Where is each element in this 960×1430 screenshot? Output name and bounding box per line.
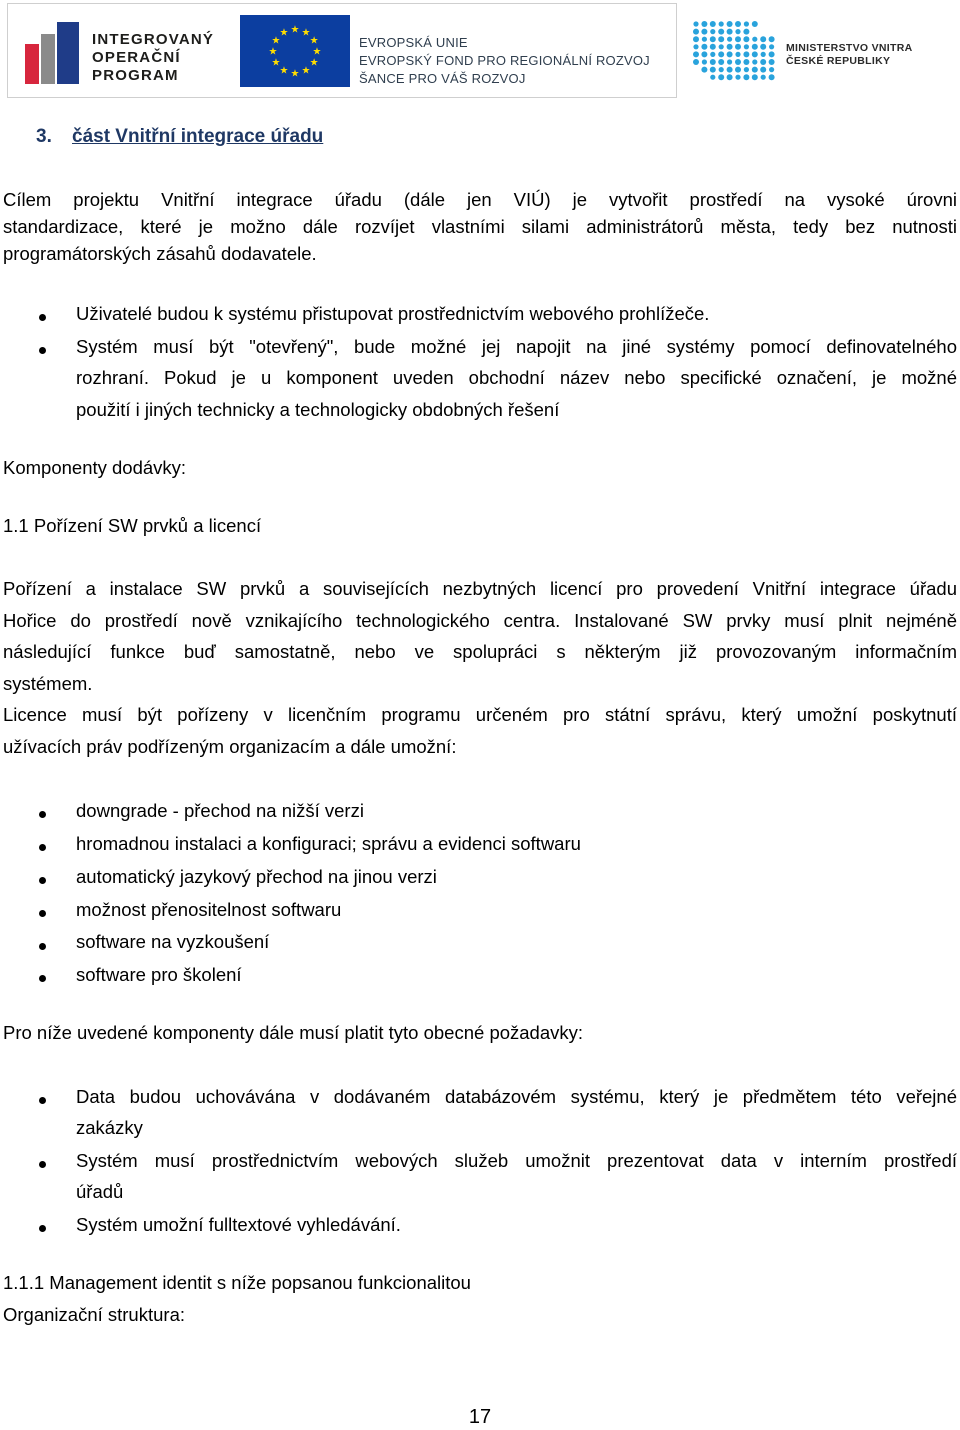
iop-logo [19,14,229,89]
subsection-heading: 1.1 Pořízení SW prvků a licencí [3,515,262,536]
ministry-dot [719,44,724,49]
list-item-continuation: použití i jiných technicky a technologicky obdobných řešení [76,399,560,420]
ministry-dot [744,67,749,72]
eu-flag [240,15,350,87]
ministry-dot [727,74,733,80]
ministry-dot [752,21,758,27]
ministry-dot [735,52,740,57]
ministry-dot [743,74,749,80]
list-item: Systém umožní fulltextové vyhledávání. [76,1214,401,1235]
bullet-icon [39,943,46,950]
ministry-dot [735,29,740,34]
eu-star-icon: ★ [279,27,289,39]
list-item: Data budou uchovávána v dodávaném databázovém systému, který je předmětem této veřejné [76,1086,957,1107]
ministry-dot [701,51,707,57]
list-item: software na vyzkoušení [76,931,270,952]
ministry-dot [735,44,741,50]
eu-star-icon: ★ [290,68,300,80]
list-item: Systém musí být "otevřený", bude možné jej napojit na jiné systémy pomocí definovatelného [76,336,957,357]
ministry-dot [718,51,724,57]
ministry-dot [760,44,766,50]
ministry-dot [735,36,741,42]
ministry-dot [701,21,707,27]
eu-star-icon: ★ [271,35,281,47]
eu-stars-icon [240,15,350,87]
ministry-dot [693,36,699,42]
ministry-dot [710,75,715,80]
ministry-dot [701,44,707,50]
ministry-dot [693,21,698,26]
ministry-dot [769,44,774,49]
ministry-dot [769,59,775,65]
ministry-dot [727,51,733,57]
list-item-continuation: rozhraní. Pokud je u komponent uveden obchodní název nebo specifické označení, je možné [76,367,957,388]
iop-bars-icon [25,20,85,84]
ministry-dot [693,44,698,49]
iop-logo-text: INTEGROVANÝ OPERAČNÍ PROGRAM [92,31,215,84]
intro-line: Cílem projektu Vnitřní integrace úřadu (dále jen VIÚ) je vytvořit prostředí na vysoké úrovni [3,189,957,210]
ministry-dot [735,75,740,80]
bullet-icon [39,1097,46,1104]
ministry-dot [718,74,724,80]
logo-banner [7,3,677,98]
ministry-dot [744,21,749,26]
ministry-dot [735,59,741,65]
ministry-dot [769,67,774,72]
ministry-dot [752,37,757,42]
eu-star-icon: ★ [268,46,278,58]
list-item: software pro školení [76,964,242,985]
ministry-dot [752,51,758,57]
page-number: 17 [468,1406,492,1428]
ministry-dot [701,67,707,73]
ministry-logo [692,20,932,90]
list-item: Systém musí prostřednictvím webových služeb umožnit prezentovat data v interním prostředí [76,1150,957,1171]
ministry-dot [769,51,775,57]
ministry-dot [702,59,707,64]
ministry-dot [744,44,749,49]
section-heading [36,126,323,148]
ministry-dot [761,75,766,80]
list-item-continuation: zakázky [76,1117,143,1138]
ministry-dot [769,36,775,42]
ministry-dot [718,29,724,35]
paragraph-line: Pořízení a instalace SW prvků a souvisejících nezbytných licencí pro provedení Vnitřní integrace úřadu [3,578,957,599]
ministry-dot [752,74,758,80]
eu-logo-text: EVROPSKÁ UNIE EVROPSKÝ FOND PRO REGIONÁLNÍ ROZVOJ ŠANCE PRO VÁŠ ROZVOJ [359,35,650,86]
eu-star-icon: ★ [312,46,322,58]
intro-line: programátorských zásahů dodavatele. [3,243,317,264]
eu-star-icon: ★ [290,24,300,36]
list-item: downgrade - přechod na nižší verzi [76,800,364,821]
subsection-heading: 1.1.1 Management identit s níže popsanou funkcionalitou [3,1272,471,1293]
intro-line: standardizace, které je možno dále rozvíjet vlastními silami administrátorů města, tedy bez nutnosti [3,216,957,237]
list-item: hromadnou instalaci a konfiguraci; správu a evidenci softwaru [76,833,581,854]
paragraph-line: Licence musí být pořízeny v licenčním programu určeném pro státní správu, který umožní poskytnutí [3,704,957,725]
general-requirements-label: Pro níže uvedené komponenty dále musí platit tyto obecné požadavky: [3,1022,584,1043]
paragraph-line: následující funkce buď samostatně, nebo ve spolupráci s některým již provozovaným informačním [3,641,957,662]
eu-star-icon: ★ [271,57,281,69]
paragraph-line: užívacích práv podřízeným organizacím a dále umožní: [3,736,457,757]
ministry-dot [693,29,699,35]
eu-star-icon: ★ [301,27,311,39]
list-item: možnost přenositelnost softwaru [76,899,342,920]
ministry-dot [701,29,707,35]
bullet-icon [39,314,46,321]
bullet-icon [39,975,46,982]
ministry-dot [718,59,724,65]
components-label: Komponenty dodávky: [3,457,187,478]
ministry-dot [760,36,766,42]
bullet-icon [39,811,46,818]
ministry-dot [760,67,766,73]
paragraph-line: systémem. [3,673,93,694]
bullet-icon [39,1225,46,1232]
bullet-icon [39,877,46,884]
ministry-dot [702,37,707,42]
list-item: Uživatelé budou k systému přistupovat prostřednictvím webového prohlížeče. [76,303,710,324]
ministry-dot [752,59,757,64]
bullet-icon [39,844,46,851]
ministry-dot [769,74,775,80]
eu-star-icon: ★ [279,65,289,77]
ministry-dot [743,36,749,42]
list-item-continuation: úřadů [76,1181,124,1202]
ministry-dots-icon [692,20,782,82]
org-structure-label: Organizační struktura: [3,1304,185,1325]
ministry-dot [727,59,732,64]
ministry-dot [743,29,749,35]
ministry-dot [710,29,715,34]
ministry-dot [710,52,715,57]
ministry-dot [752,44,758,50]
ministry-dot [727,44,733,50]
ministry-dot [735,21,741,27]
eu-star-icon: ★ [301,65,311,77]
bullet-icon [39,1161,46,1168]
ministry-dot [727,21,733,27]
ministry-dot [718,36,724,42]
ministry-dot [693,51,699,57]
ministry-dot [760,59,766,65]
section-number: 3. [36,126,52,147]
ministry-dot [727,29,733,35]
ministry-dot [743,51,749,57]
ministry-logo-text: MINISTERSTVO VNITRA ČESKÉ REPUBLIKY [786,42,913,67]
section-title: část Vnitřní integrace úřadu [72,126,324,147]
ministry-dot [743,59,749,65]
bullet-icon [39,347,46,354]
ministry-dot [761,52,766,57]
ministry-dot [710,67,716,73]
paragraph-line: Hořice do prostředí nově vznikajícího technologického centra. Instalované SW prvky musí plnit nejméně [3,610,957,631]
eu-star-icon: ★ [309,57,319,69]
ministry-dot [719,67,724,72]
ministry-dot [719,21,724,26]
eu-star-icon: ★ [309,35,319,47]
bullet-icon [39,910,46,917]
ministry-dot [727,67,733,73]
ministry-dot [735,67,741,73]
ministry-dot [710,59,716,65]
ministry-dot [710,44,716,50]
ministry-dot [693,59,699,65]
ministry-dot [727,37,732,42]
ministry-dot [710,21,716,27]
ministry-dot [710,36,716,42]
list-item: automatický jazykový přechod na jinou verzi [76,866,437,887]
ministry-dot [752,67,758,73]
